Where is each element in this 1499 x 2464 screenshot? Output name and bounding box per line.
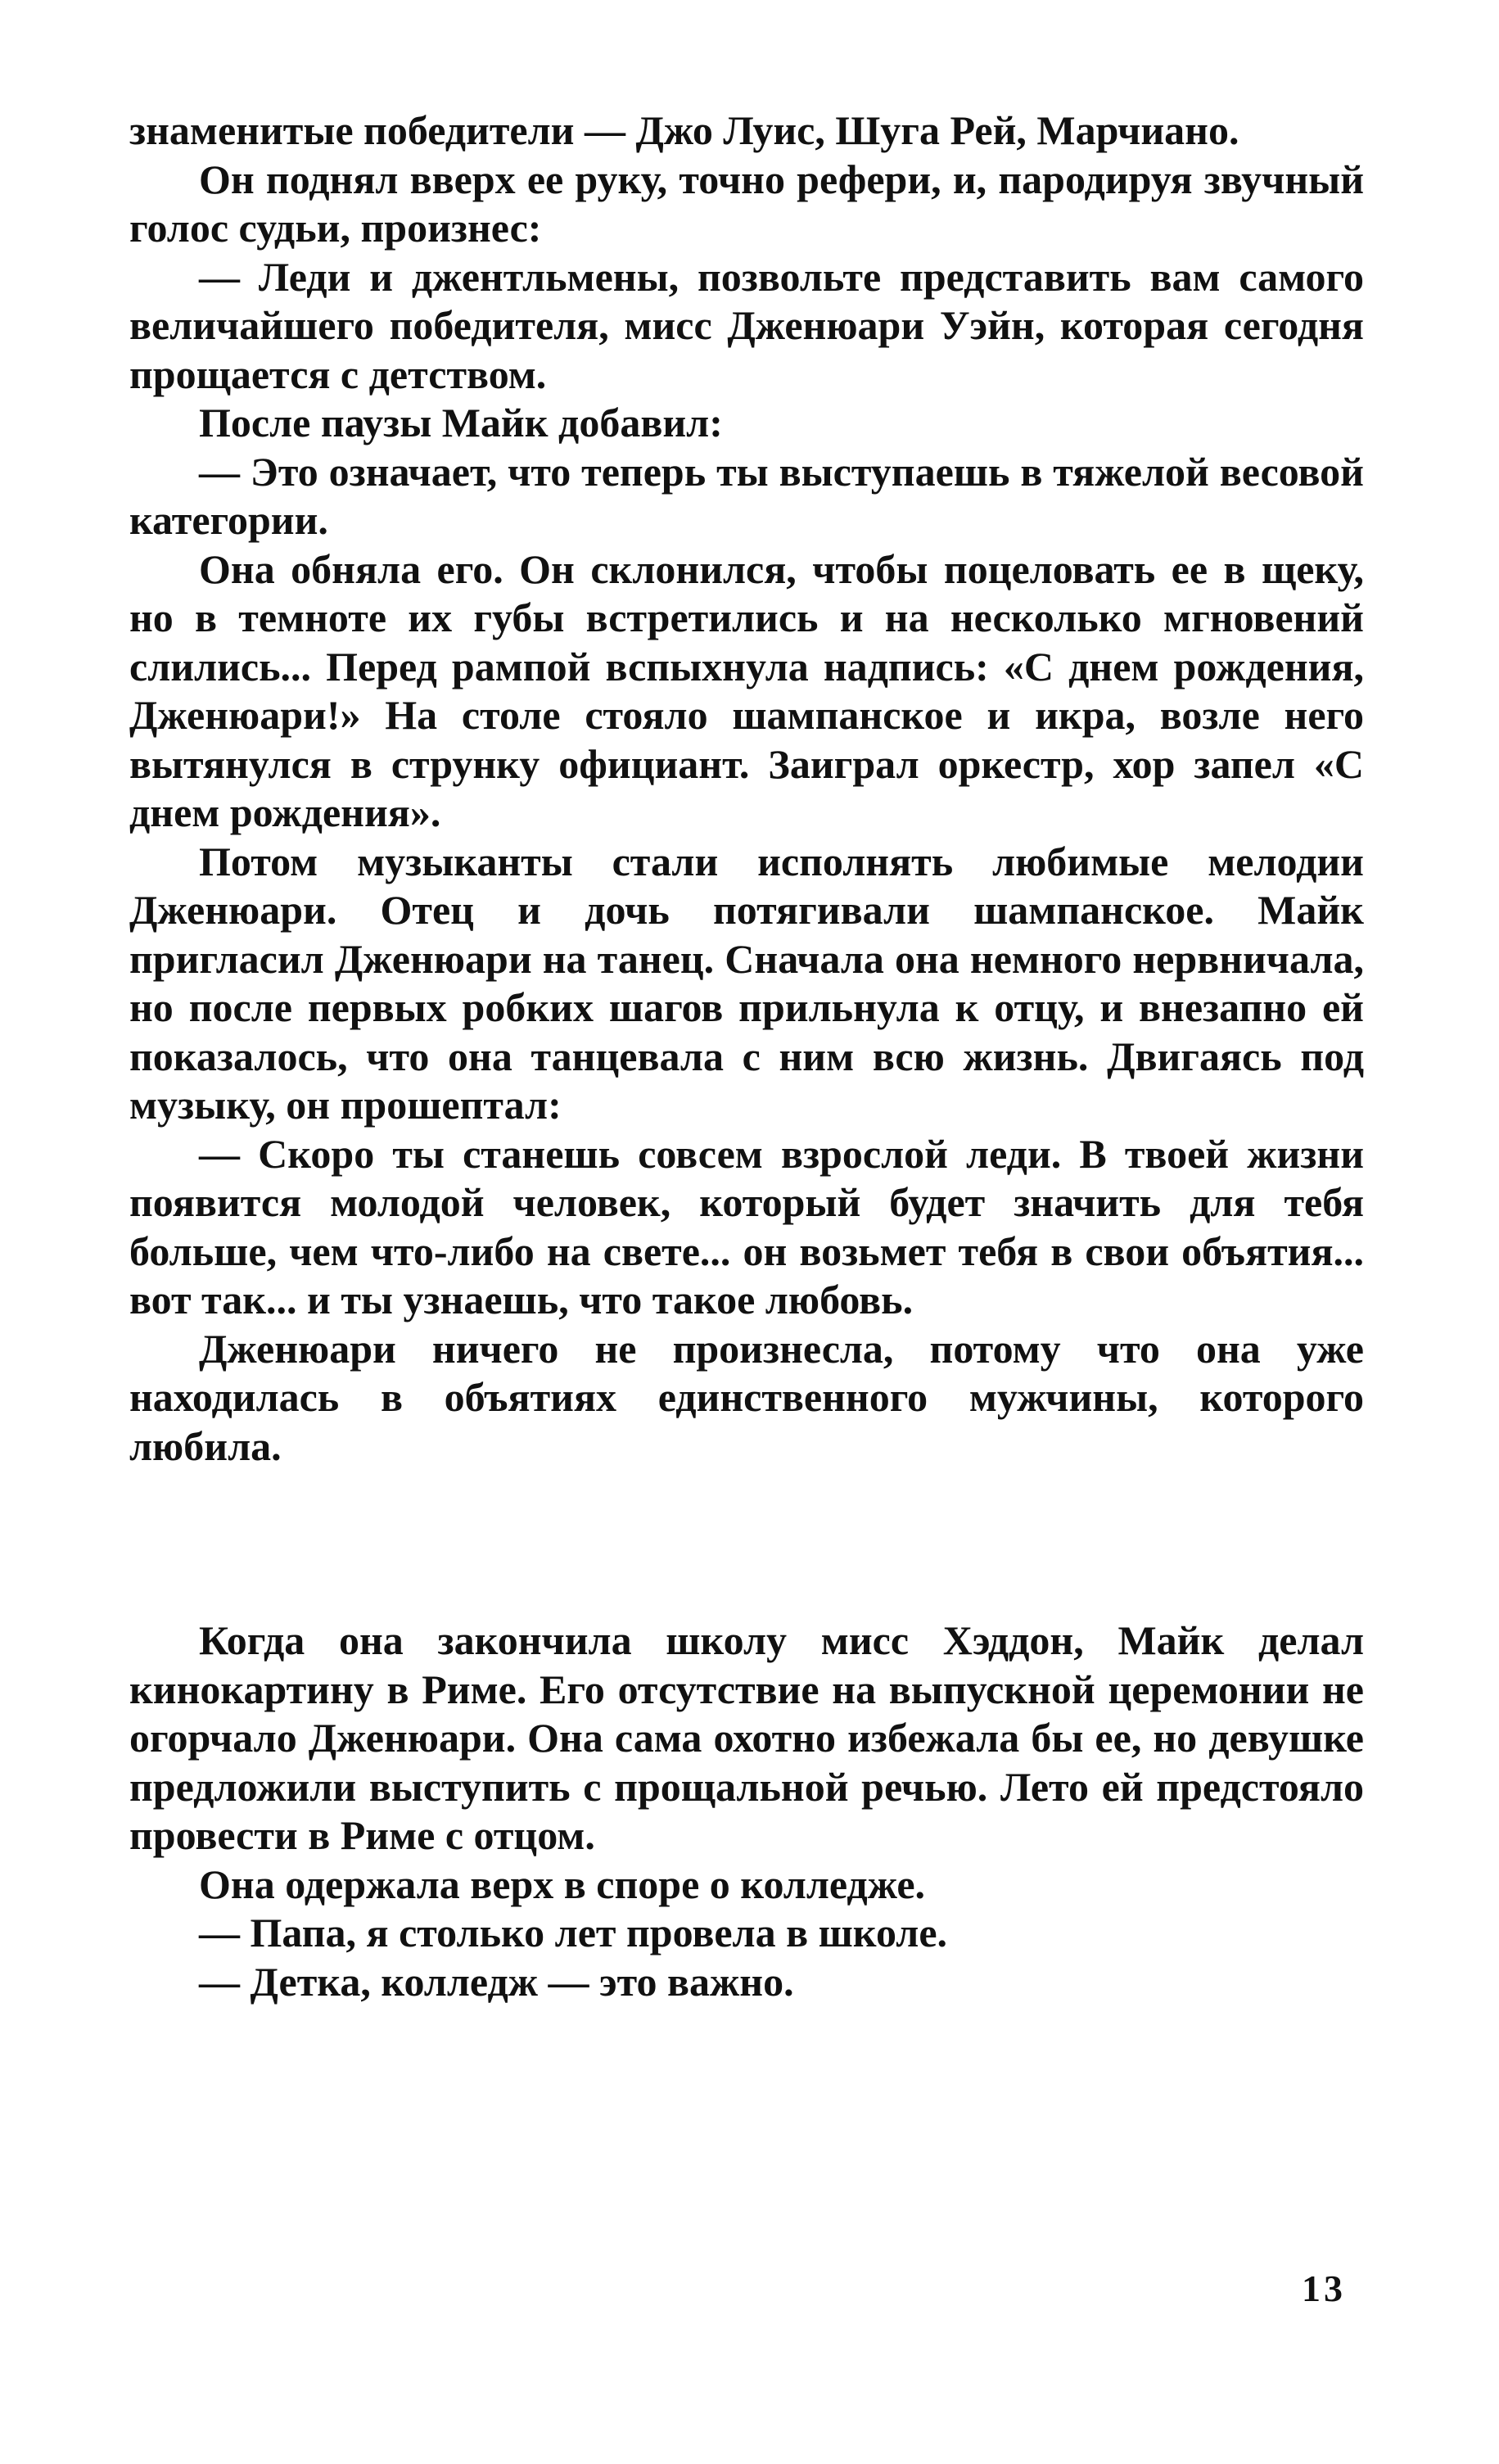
paragraph: Он поднял вверх ее руку, точно рефери, и, пародируя звучный голос судьи, произнес: xyxy=(129,156,1364,251)
book-page xyxy=(129,106,1364,2006)
paragraph: — Папа, я столько лет провела в школе. xyxy=(199,1910,948,1955)
paragraph: После паузы Майк добавил: xyxy=(199,400,723,445)
paragraph: — Это означает, что теперь ты выступаешь в тяжелой весовой категории. xyxy=(129,448,1364,543)
paragraph: Она одержала верх в споре о колледже. xyxy=(199,1860,926,1907)
paragraph: — Детка, колледж — это важно. xyxy=(199,1958,794,2005)
paragraph: знаменитые победители — Джо Луис, Шуга Рей, Марчиано. xyxy=(129,107,1239,153)
page-number: 13 xyxy=(1302,2267,1346,2309)
paragraph: Она обняла его. Он склонился, чтобы поцеловать ее в щеку, но в темноте их губы встретились и на несколько мгновений слились... Перед рампой вспыхнула надпись: «С днем рождения, Дженюари!» На столе стояло шампанское и икра, возле него вытянулся в струнку официант. Заиграл оркестр, хор запел «С днем рождения». xyxy=(129,545,1364,835)
paragraph: — Леди и джентльмены, позвольте представить вам самого величайшего победителя, мисс Дженюари Уэйн, которая сегодня прощается с детством. xyxy=(129,253,1364,397)
text-section-two xyxy=(129,1616,1364,2006)
paragraph: — Скоро ты станешь совсем взрослой леди. В твоей жизни появится молодой человек, который будет значить для тебя больше, чем что-либо на свете... он возьмет тебя в свои объятия... вот так... и ты узнаешь, что такое любовь. xyxy=(129,1130,1364,1322)
paragraph: Потом музыканты стали исполнять любимые мелодии Дженюари. Отец и дочь потягивали шампанское. Майк пригласил Дженюари на танец. Сначала она немного нервничала, но после первых робких шагов прильнула к отцу, и внезапно ей показалось, что она танцевала с ним всю жизнь. Двигаясь под музыку, он прошептал: xyxy=(129,838,1364,1128)
paragraph: Когда она закончила школу мисс Хэддон, Майк делал кинокартину в Риме. Его отсутствие на выпускной церемонии не огорчало Дженюари. Она сама охотно избежала бы ее, но девушке предложили выступить с прощальной речью. Лето ей предстояло провести в Риме с отцом. xyxy=(129,1617,1364,1858)
text-section-one xyxy=(129,106,1364,1471)
paragraph: Дженюари ничего не произнесла, потому что она уже находилась в объятиях единственного мужчины, которого любила. xyxy=(129,1325,1364,1469)
